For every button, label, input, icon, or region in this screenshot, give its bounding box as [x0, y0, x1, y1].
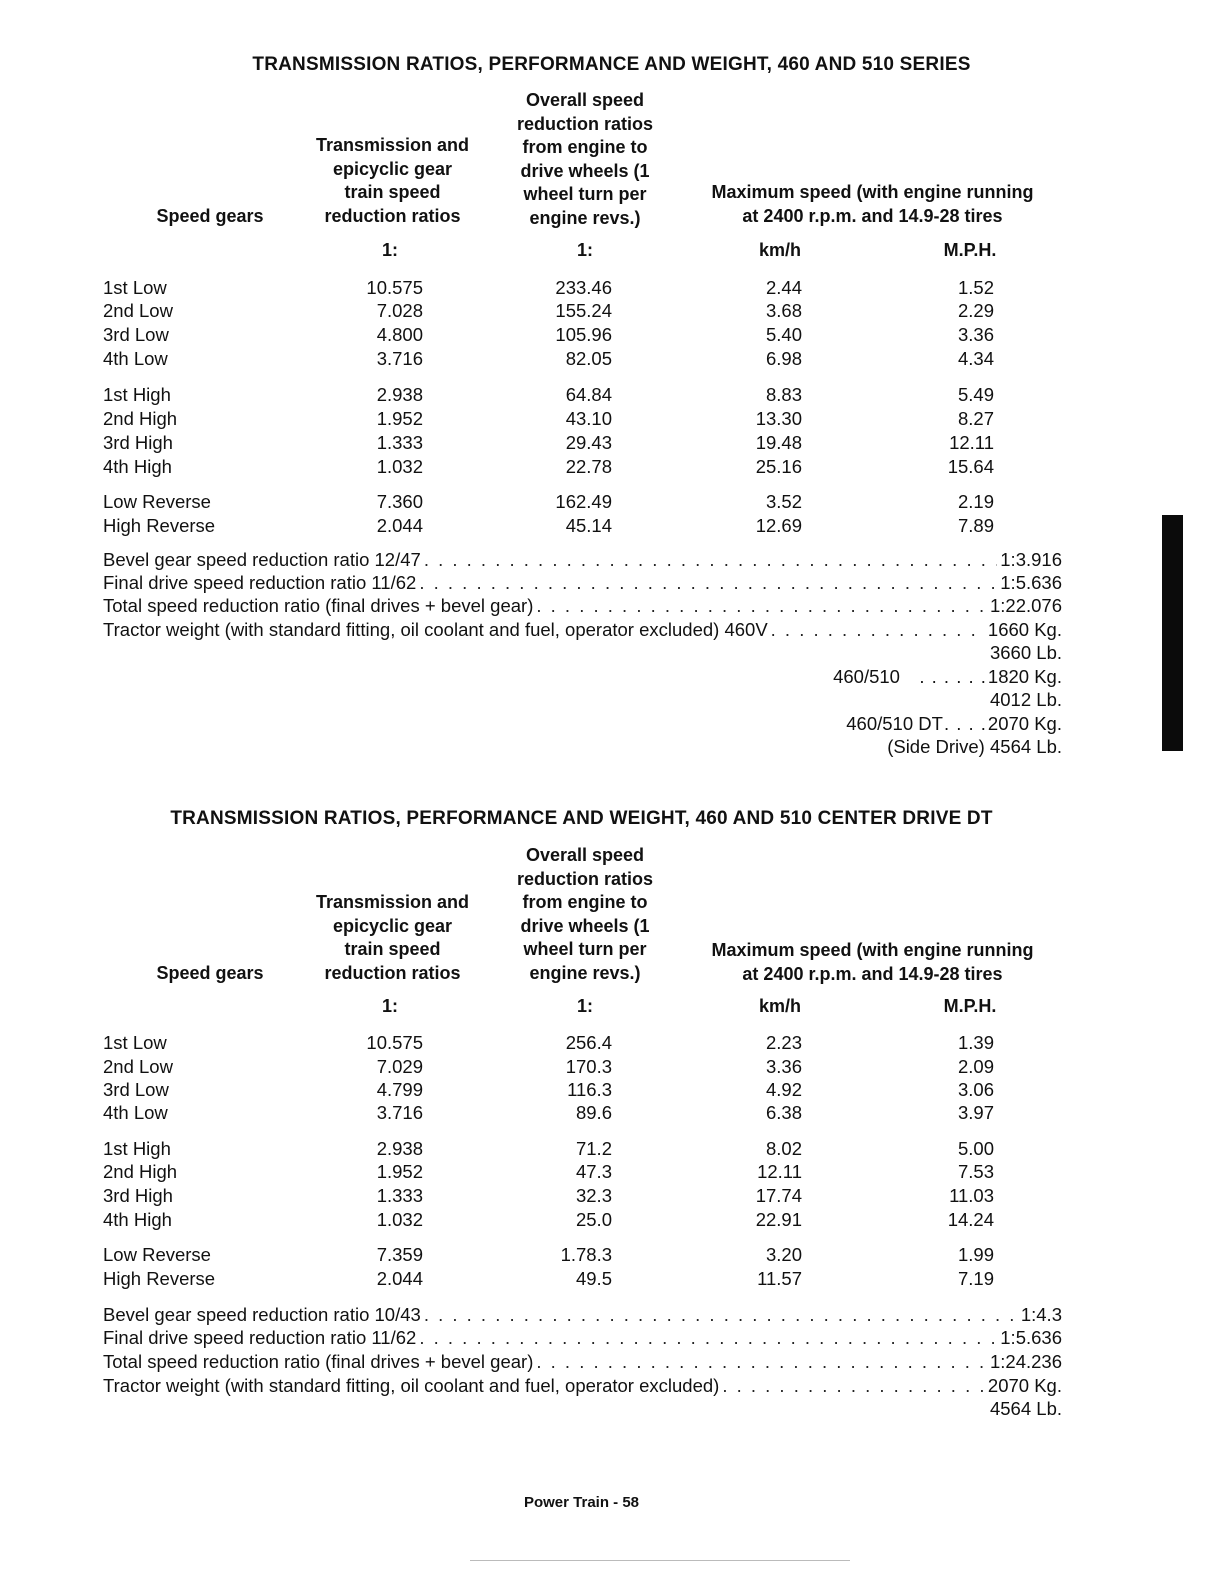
header-text: Overall speed reduction ratios from engine to drive wheels (1 wheel turn per engine revs.): [516, 90, 654, 228]
overall-ratio: 116.3: [567, 1079, 612, 1100]
trans-ratio: 1.333: [376, 432, 423, 453]
unit-kmh: km/h: [758, 996, 801, 1016]
gear-name: 1st High: [103, 1138, 171, 1159]
speed-mph: 3.36: [957, 324, 994, 345]
speed-mph: 7.89: [957, 515, 994, 536]
speed-kmh: 6.98: [765, 348, 802, 369]
gear-name: 3rd High: [103, 432, 173, 453]
spec-line: [103, 594, 1062, 618]
trans-ratio: 3.716: [376, 1102, 423, 1123]
trans-ratio: 10.575: [366, 277, 423, 298]
spec-line: [103, 1303, 1062, 1327]
weight-lb: 4564 Lb.: [989, 1398, 1062, 1419]
gear-name: 3rd Low: [103, 1079, 169, 1100]
speed-kmh: 11.57: [757, 1268, 802, 1289]
header-text: Transmission and epicyclic gear train speed reduction ratios: [315, 135, 470, 226]
trans-ratio: 10.575: [366, 1032, 423, 1053]
gear-name: Low Reverse: [103, 491, 211, 512]
spec-line: [103, 1326, 1062, 1350]
header-overall-ratio: [490, 844, 680, 985]
weight-460-510: 460/510 . . . . . . 1820 Kg.: [833, 666, 1062, 687]
section-title: TRANSMISSION RATIOS, PERFORMANCE AND WEIGHT, 460 AND 510 CENTER DRIVE DT: [170, 808, 993, 829]
gear-name: Low Reverse: [103, 1244, 211, 1265]
overall-ratio: 155.24: [555, 300, 612, 321]
spec-line: [103, 548, 1062, 572]
speed-kmh: 19.48: [755, 432, 802, 453]
header-text: Maximum speed (with engine running at 2400 r.p.m. and 14.9-28 tires: [711, 940, 1034, 984]
spec-label: Bevel gear speed reduction ratio 10/43: [103, 1304, 421, 1325]
speed-kmh: 13.30: [755, 408, 802, 429]
spec-line: [103, 571, 1062, 595]
header-transmission-ratio: [300, 134, 485, 228]
spec-label: Total speed reduction ratio (final drives + bevel gear): [103, 1351, 534, 1372]
trans-ratio: 2.938: [376, 1138, 423, 1159]
overall-ratio: 29.43: [565, 432, 612, 453]
unit-trans: 1:: [381, 996, 398, 1016]
trans-ratio: 4.799: [376, 1079, 423, 1100]
header-text: Maximum speed (with engine running at 2400 r.p.m. and 14.9-28 tires: [711, 182, 1034, 226]
overall-ratio: 25.0: [575, 1209, 612, 1230]
overall-ratio: 233.46: [555, 277, 612, 298]
unit-overall: 1:: [576, 240, 593, 260]
spec-value: 1660 Kg.: [987, 619, 1062, 640]
header-speed-gears: Speed gears: [156, 963, 264, 983]
speed-kmh: 12.11: [757, 1161, 802, 1182]
header-max-speed: [680, 181, 1065, 228]
weight-kg: 2070 Kg.: [987, 713, 1062, 734]
speed-mph: 11.03: [949, 1185, 994, 1206]
speed-mph: 1.52: [957, 277, 994, 298]
speed-mph: 3.06: [957, 1079, 994, 1100]
speed-kmh: 2.23: [765, 1032, 802, 1053]
speed-kmh: 4.92: [765, 1079, 802, 1100]
gear-name: 2nd Low: [103, 300, 173, 321]
gear-name: 1st Low: [103, 1032, 167, 1053]
header-speed-gears: Speed gears: [156, 206, 264, 226]
header-text: Transmission and epicyclic gear train speed reduction ratios: [315, 892, 470, 983]
weight-kg: 1820 Kg.: [987, 666, 1062, 687]
trans-ratio: 3.716: [376, 348, 423, 369]
gear-name: High Reverse: [103, 1268, 216, 1289]
weight-label: 460/510: [833, 666, 900, 687]
speed-mph: 2.09: [957, 1056, 994, 1077]
edge-tab-marker: [1162, 515, 1183, 751]
gear-name: High Reverse: [103, 515, 216, 536]
spec-line: [103, 618, 1062, 642]
overall-ratio: 71.2: [575, 1138, 612, 1159]
speed-kmh: 3.20: [765, 1244, 802, 1265]
spec-label: Bevel gear speed reduction ratio 12/47: [103, 549, 421, 570]
unit-kmh: km/h: [758, 240, 801, 260]
unit-mph: M.P.H.: [943, 240, 997, 260]
speed-kmh: 17.74: [755, 1185, 802, 1206]
speed-mph: 5.49: [957, 384, 994, 405]
spec-value: 1:24.236: [989, 1351, 1062, 1372]
gear-name: 1st Low: [103, 277, 167, 298]
unit-mph: M.P.H.: [943, 996, 997, 1016]
speed-mph: 15.64: [947, 456, 994, 477]
overall-ratio: 32.3: [575, 1185, 612, 1206]
page-footer: Power Train - 58: [523, 1494, 640, 1511]
trans-ratio: 7.360: [376, 491, 423, 512]
header-overall-ratio: [490, 89, 680, 230]
trans-ratio: 2.044: [376, 515, 423, 536]
overall-ratio: 45.14: [565, 515, 612, 536]
overall-ratio: 256.4: [565, 1032, 612, 1053]
spec-label: Final drive speed reduction ratio 11/62: [103, 572, 417, 593]
speed-mph: 4.34: [957, 348, 994, 369]
weight-460-510-lb: 4012 Lb.: [989, 689, 1062, 710]
speed-mph: 3.97: [957, 1102, 994, 1123]
bottom-rule: [470, 1560, 850, 1561]
trans-ratio: 7.359: [376, 1244, 423, 1265]
speed-kmh: 22.91: [755, 1209, 802, 1230]
weight-460v-lb: 3660 Lb.: [989, 642, 1062, 663]
overall-ratio: 43.10: [565, 408, 612, 429]
trans-ratio: 1.032: [376, 456, 423, 477]
speed-kmh: 8.02: [765, 1138, 802, 1159]
unit-trans: 1:: [381, 240, 398, 260]
spec-line: [103, 1350, 1062, 1374]
spec-value: 1:4.3: [1020, 1304, 1062, 1325]
overall-ratio: 82.05: [565, 348, 612, 369]
speed-kmh: 5.40: [765, 324, 802, 345]
speed-kmh: 3.52: [765, 491, 802, 512]
speed-kmh: 25.16: [755, 456, 802, 477]
trans-ratio: 1.952: [376, 408, 423, 429]
speed-mph: 5.00: [957, 1138, 994, 1159]
spec-label: Tractor weight (with standard fitting, oil coolant and fuel, operator excluded): [103, 1375, 720, 1396]
speed-mph: 14.24: [947, 1209, 994, 1230]
speed-kmh: 6.38: [765, 1102, 802, 1123]
overall-ratio: 49.5: [575, 1268, 612, 1289]
speed-kmh: 3.36: [765, 1056, 802, 1077]
header-transmission-ratio: [300, 891, 485, 985]
gear-name: 2nd High: [103, 1161, 178, 1182]
weight-label: 460/510 DT: [846, 713, 943, 734]
speed-mph: 2.29: [957, 300, 994, 321]
speed-mph: 2.19: [957, 491, 994, 512]
overall-ratio: 89.6: [575, 1102, 612, 1123]
speed-kmh: 8.83: [765, 384, 802, 405]
speed-mph: 7.53: [957, 1161, 994, 1182]
gear-name: 2nd High: [103, 408, 178, 429]
trans-ratio: 1.952: [376, 1161, 423, 1182]
spec-value: 1:22.076: [989, 595, 1062, 616]
trans-ratio: 7.028: [376, 300, 423, 321]
gear-name: 1st High: [103, 384, 171, 405]
speed-mph: 7.19: [957, 1268, 994, 1289]
speed-kmh: 3.68: [765, 300, 802, 321]
gear-name: 2nd Low: [103, 1056, 173, 1077]
spec-value: 1:5.636: [1000, 572, 1062, 593]
header-text: Overall speed reduction ratios from engine to drive wheels (1 wheel turn per engine revs.): [516, 845, 654, 983]
section-title: TRANSMISSION RATIOS, PERFORMANCE AND WEIGHT, 460 AND 510 SERIES: [252, 54, 971, 75]
overall-ratio: 64.84: [565, 384, 612, 405]
spec-label: Tractor weight (with standard fitting, oil coolant and fuel, operator excluded) 460V: [103, 619, 768, 640]
trans-ratio: 1.032: [376, 1209, 423, 1230]
speed-mph: 8.27: [957, 408, 994, 429]
trans-ratio: 2.938: [376, 384, 423, 405]
speed-mph: 1.99: [957, 1244, 994, 1265]
header-max-speed: [680, 939, 1065, 986]
trans-ratio: 7.029: [376, 1056, 423, 1077]
speed-kmh: 12.69: [755, 515, 802, 536]
overall-ratio: 22.78: [565, 456, 612, 477]
overall-ratio: 170.3: [565, 1056, 612, 1077]
spec-line: [103, 1374, 1062, 1398]
spec-value: 2070 Kg.: [987, 1375, 1062, 1396]
weight-460-510-dt-lb: (Side Drive) 4564 Lb.: [887, 736, 1062, 757]
trans-ratio: 4.800: [376, 324, 423, 345]
spec-value: 1:5.636: [1000, 1327, 1062, 1348]
spec-label: Total speed reduction ratio (final drives + bevel gear): [103, 595, 534, 616]
overall-ratio: 105.96: [555, 324, 612, 345]
gear-name: 4th High: [103, 456, 172, 477]
weight-460-510-dt: 460/510 DT . . . . 2070 Kg.: [846, 713, 1062, 734]
overall-ratio: 47.3: [575, 1161, 612, 1182]
trans-ratio: 1.333: [376, 1185, 423, 1206]
unit-overall: 1:: [576, 996, 593, 1016]
overall-ratio: 162.49: [555, 491, 612, 512]
spec-value: 1:3.916: [1000, 549, 1062, 570]
trans-ratio: 2.044: [376, 1268, 423, 1289]
speed-mph: 1.39: [957, 1032, 994, 1053]
speed-kmh: 2.44: [765, 277, 802, 298]
gear-name: 4th Low: [103, 1102, 168, 1123]
gear-name: 4th Low: [103, 348, 168, 369]
speed-mph: 12.11: [949, 432, 994, 453]
gear-name: 4th High: [103, 1209, 172, 1230]
gear-name: 3rd Low: [103, 324, 169, 345]
overall-ratio: 1.78.3: [560, 1244, 612, 1265]
gear-name: 3rd High: [103, 1185, 173, 1206]
spec-label: Final drive speed reduction ratio 11/62: [103, 1327, 417, 1348]
